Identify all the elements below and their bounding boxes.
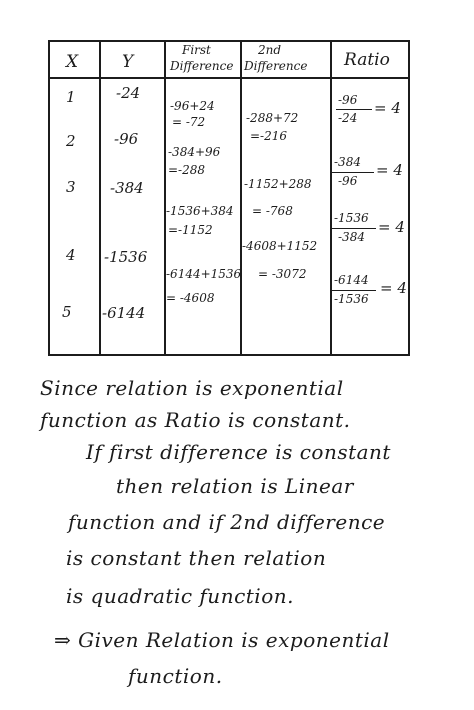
header-second-difference-line1: 2nd xyxy=(258,43,282,57)
ratio-result: = 4 xyxy=(380,279,407,297)
header-ratio: Ratio xyxy=(344,50,390,70)
y-value: -384 xyxy=(110,179,144,197)
ratio-result: = 4 xyxy=(374,99,401,117)
x-value: 1 xyxy=(66,88,76,106)
second-difference-result: = -3072 xyxy=(258,267,307,281)
second-difference-expression: -288+72 xyxy=(246,111,299,125)
x-value: 4 xyxy=(66,246,76,264)
explanation-line: is constant then relation xyxy=(66,546,327,570)
table-col-divider-1 xyxy=(99,40,101,356)
explanation-line: function. xyxy=(128,664,223,688)
header-second-difference-line2: Difference xyxy=(244,59,308,73)
second-difference-expression: -4608+1152 xyxy=(242,239,318,253)
table-col-divider-4 xyxy=(330,40,332,356)
second-difference-result: = -768 xyxy=(252,204,293,218)
header-first-difference-line1: First xyxy=(182,43,211,57)
x-value: 3 xyxy=(66,178,76,196)
x-value: 2 xyxy=(66,132,76,150)
x-value: 5 xyxy=(62,303,72,321)
first-difference-result: =-1152 xyxy=(168,223,213,237)
explanation-line: Since relation is exponential xyxy=(40,376,344,400)
header-y: Y xyxy=(122,52,134,72)
ratio-fraction-bar xyxy=(332,172,374,173)
explanation-line: is quadratic function. xyxy=(66,584,294,608)
explanation-line: function as Ratio is constant. xyxy=(40,408,351,432)
y-value: -1536 xyxy=(104,248,148,266)
first-difference-expression: -6144+1536 xyxy=(166,267,242,281)
y-value: -96 xyxy=(114,130,139,148)
table-col-divider-2 xyxy=(164,40,166,356)
header-x: X xyxy=(66,52,79,72)
explanation-line: ⇒ Given Relation is exponential xyxy=(54,628,390,652)
ratio-numerator: -6144 xyxy=(334,273,369,287)
ratio-fraction-bar xyxy=(332,290,376,291)
table-col-divider-3 xyxy=(240,40,242,356)
ratio-result: = 4 xyxy=(376,161,403,179)
table-top-border xyxy=(48,40,410,42)
ratio-denominator: -96 xyxy=(338,174,358,188)
y-value: -24 xyxy=(116,84,141,102)
ratio-denominator: -384 xyxy=(338,230,365,244)
table-right-border xyxy=(408,40,410,356)
first-difference-result: =-288 xyxy=(168,163,206,177)
first-difference-result: = -72 xyxy=(172,115,206,129)
explanation-line: If first difference is constant xyxy=(86,440,391,464)
ratio-numerator: -96 xyxy=(338,93,358,107)
ratio-fraction-bar xyxy=(336,109,372,110)
explanation-line: then relation is Linear xyxy=(116,474,354,498)
ratio-result: = 4 xyxy=(378,218,405,236)
second-difference-expression: -1152+288 xyxy=(244,177,312,191)
second-difference-result: =-216 xyxy=(250,129,288,143)
explanation-line: function and if 2nd difference xyxy=(68,510,386,534)
ratio-numerator: -384 xyxy=(334,155,361,169)
ratio-fraction-bar xyxy=(332,228,376,229)
table-left-border xyxy=(48,40,50,356)
first-difference-expression: -96+24 xyxy=(170,99,215,113)
ratio-denominator: -24 xyxy=(338,111,358,125)
header-first-difference-line2: Difference xyxy=(170,59,234,73)
ratio-denominator: -1536 xyxy=(334,292,369,306)
table-header-divider xyxy=(48,77,410,79)
y-value: -6144 xyxy=(102,304,146,322)
first-difference-result: = -4608 xyxy=(166,291,215,305)
first-difference-expression: -1536+384 xyxy=(166,204,234,218)
table-bottom-border xyxy=(48,354,410,356)
first-difference-expression: -384+96 xyxy=(168,145,221,159)
ratio-numerator: -1536 xyxy=(334,211,369,225)
